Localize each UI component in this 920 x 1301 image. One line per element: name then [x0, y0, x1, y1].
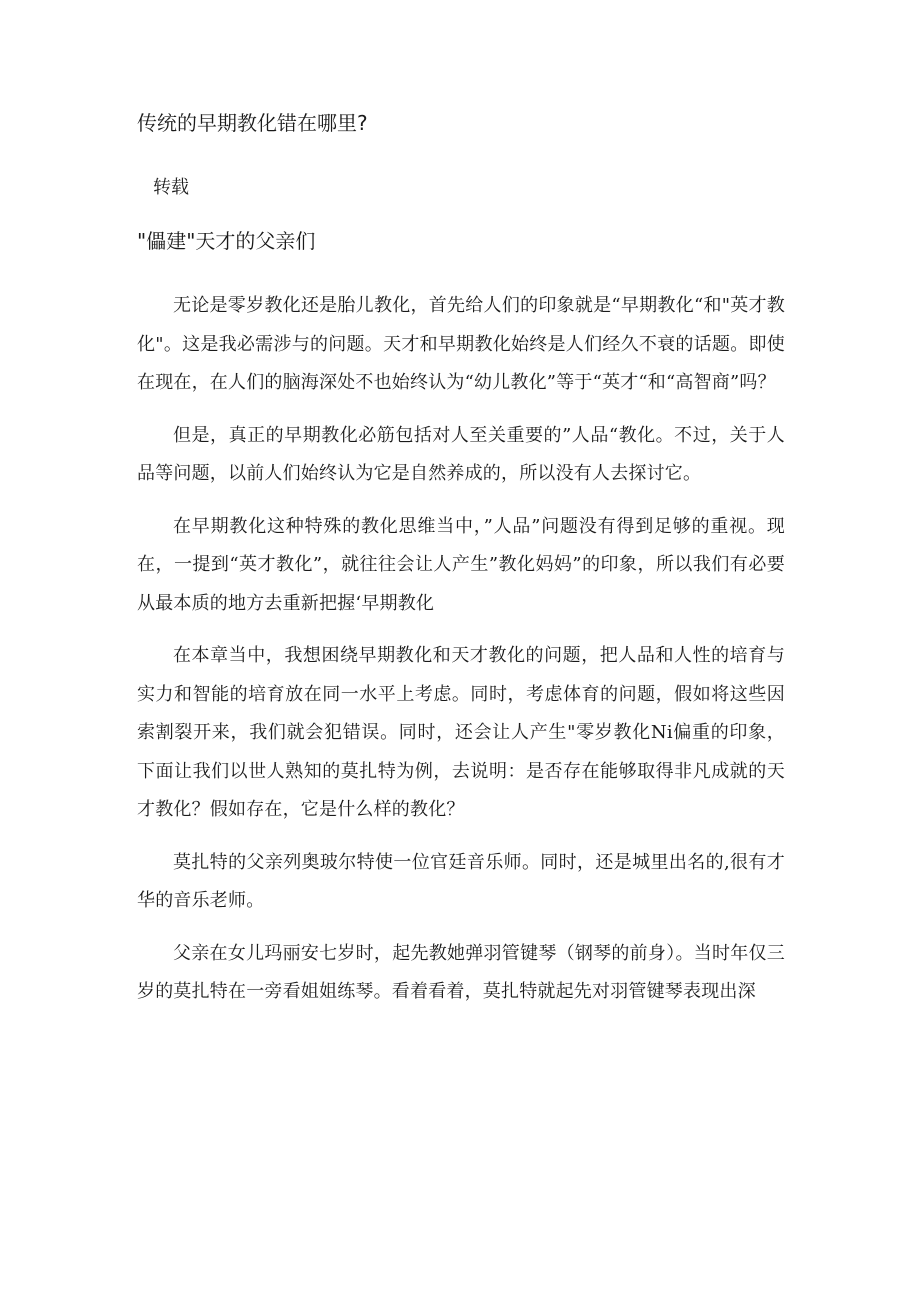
paragraph: 无论是零岁教化还是胎儿教化，首先给人们的印象就是“早期教化“和"英才教化"。这是我必需涉与的问题。天才和早期教化始终是人们经久不衰的话题。即使在现在，在人们的脑海深处不也始终认为“幼儿教化”等于“英才“和“高智商”吗？ [137, 295, 785, 393]
article-body [137, 287, 785, 1026]
document-title: 传统的早期教化错在哪里? [137, 111, 368, 135]
paragraph: 在早期教化这种特殊的教化思维当中，”人品”问题没有得到足够的重视。现在，一提到“英才教化”，就往往会让人产生”教化妈妈”的印象，所以我们有必要从最本质的地方去重新把握‘早期教化 [137, 515, 785, 614]
paragraph: 莫扎特的父亲列奥玻尔特使一位官廷音乐师。同时，还是城里出名的,很有才华的音乐老师。 [137, 851, 785, 911]
paragraph: 但是，真正的早期教化必筋包括对人至关重要的”人品“教化。不过，关于人品等问题，以前人们始终认为它是自然养成的，所以没有人去探讨它。 [137, 424, 785, 484]
section-subtitle: "儡建"天才的父亲们 [137, 229, 316, 253]
source-label: 转载 [153, 177, 189, 198]
paragraph: 在本章当中，我想困绕早期教化和天才教化的问题，把人品和人性的培育与实力和智能的培育放在同一水平上考虑。同时，考虑体育的问题，假如将这些因索割裂开来，我们就会犯错误。同时，还会让人产生"零岁教化Ni偏重的印象，下面让我们以世人熟知的莫扎特为例，去说明：是否存在能够取得非凡成就的天才教化？假如存在，它是什么样的教化？ [137, 645, 785, 820]
paragraph: 父亲在女儿玛丽安七岁时，起先教她弹羽管键琴（钢琴的前身）。当时年仅三岁的莫扎特在一旁看姐姐练琴。看着看着，莫扎特就起先对羽管键琴表现出深 [137, 942, 785, 1002]
